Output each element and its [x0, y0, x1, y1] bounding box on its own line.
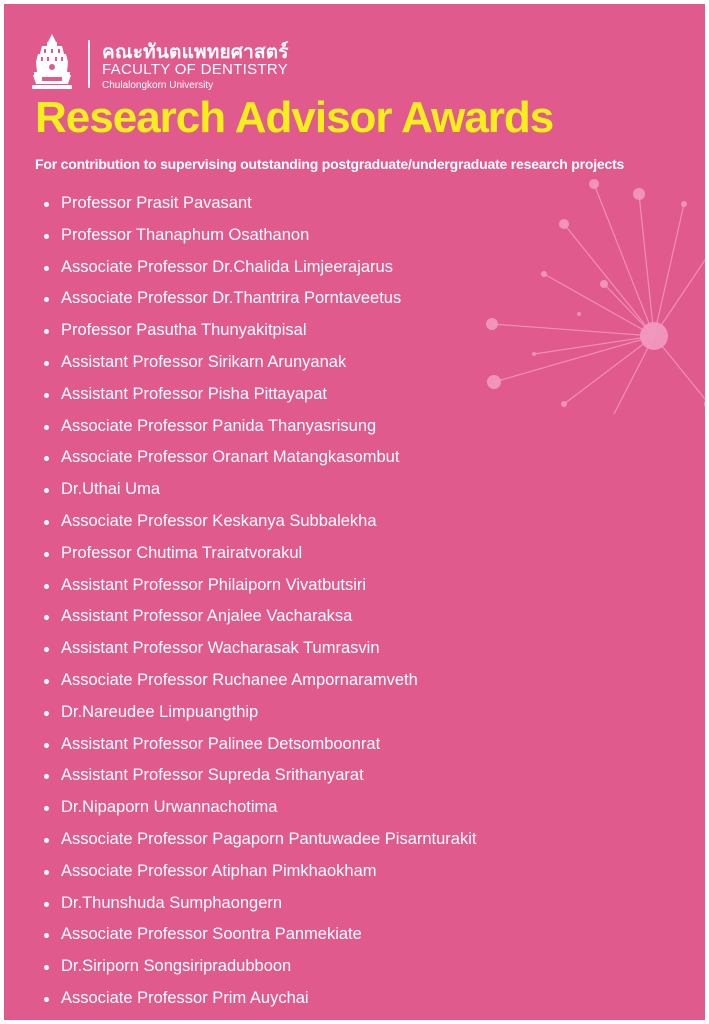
list-item: Associate Professor Soontra Panmekiate [44, 919, 476, 951]
list-item: Professor Pasutha Thunyakitpisal [44, 315, 476, 347]
list-item: Assistant Professor Pisha Pittayapat [44, 379, 476, 411]
faculty-name-english: FACULTY OF DENTISTRY [102, 61, 289, 78]
list-item: Associate Professor Dr.Chalida Limjeerajarus [44, 252, 476, 284]
list-item: Professor Thanaphum Osathanon [44, 220, 476, 252]
list-item: Associate Professor Oranart Matangkasombut [44, 442, 476, 474]
awardee-list [44, 188, 476, 1015]
decorative-burst-icon [474, 164, 705, 414]
list-item: Dr.Thunshuda Sumphaongern [44, 888, 476, 920]
list-item: Assistant Professor Philaiporn Vivatbutsiri [44, 570, 476, 602]
header-divider [88, 40, 90, 88]
list-item: Professor Chutima Trairatvorakul [44, 538, 476, 570]
page-subtitle: For contribution to supervising outstanding postgraduate/undergraduate research projects [35, 156, 625, 172]
list-item: Associate Professor Prim Auychai [44, 983, 476, 1015]
award-poster [4, 4, 705, 1020]
list-item: Associate Professor Atiphan Pimkhaokham [44, 856, 476, 888]
list-item: Associate Professor Dr.Thantrira Porntaveetus [44, 283, 476, 315]
list-item: Dr.Nareudee Limpuangthip [44, 697, 476, 729]
list-item: Dr.Nipaporn Urwannachotima [44, 792, 476, 824]
list-item: Assistant Professor Sirikarn Arunyanak [44, 347, 476, 379]
list-item: Associate Professor Keskanya Subbalekha [44, 506, 476, 538]
faculty-name-thai: คณะทันตแพทยศาสตร์ [102, 42, 289, 63]
list-item: Associate Professor Panida Thanyasrisung [44, 411, 476, 443]
list-item: Assistant Professor Supreda Srithanyarat [44, 760, 476, 792]
list-item: Associate Professor Ruchanee Ampornaramveth [44, 665, 476, 697]
list-item: Dr.Siriporn Songsiripradubboon [44, 951, 476, 983]
list-item: Assistant Professor Anjalee Vacharaksa [44, 601, 476, 633]
list-item: Dr.Uthai Uma [44, 474, 476, 506]
list-item: Associate Professor Pagaporn Pantuwadee Pisarnturakit [44, 824, 476, 856]
university-name: Chulalongkorn University [102, 80, 214, 91]
chulalongkorn-crest-icon [30, 32, 74, 92]
list-item: Assistant Professor Wacharasak Tumrasvin [44, 633, 476, 665]
list-item: Professor Prasit Pavasant [44, 188, 476, 220]
page-title: Research Advisor Awards [35, 93, 554, 142]
list-item: Assistant Professor Palinee Detsomboonrat [44, 729, 476, 761]
